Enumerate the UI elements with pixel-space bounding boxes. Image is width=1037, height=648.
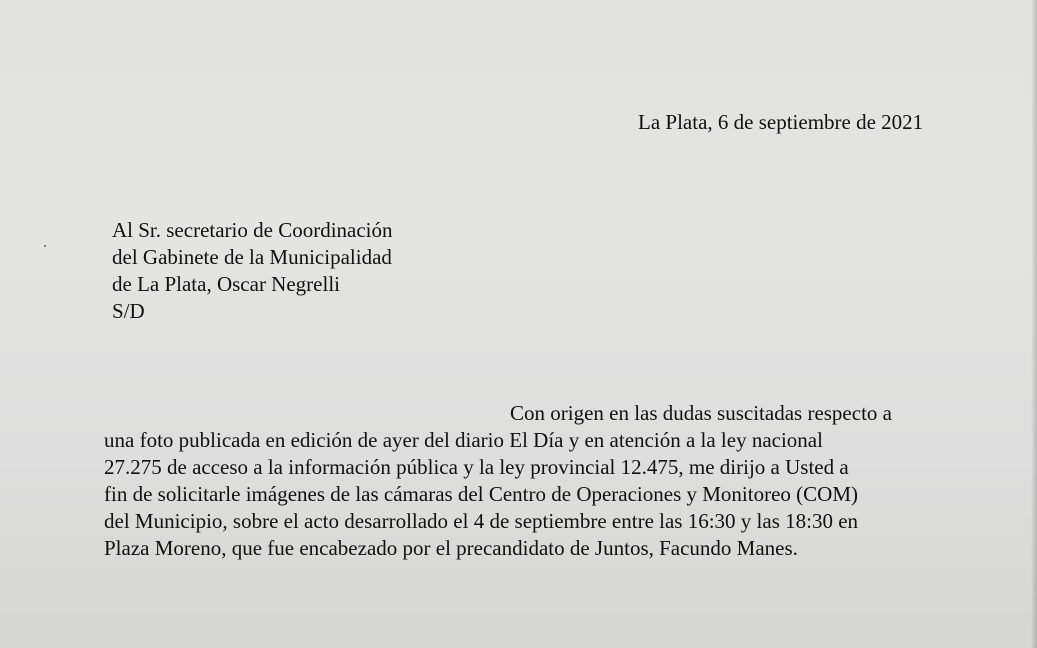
recipient-line: del Gabinete de la Municipalidad xyxy=(112,245,392,269)
recipient-line: S/D xyxy=(112,299,145,323)
body-line: Con origen en las dudas suscitadas respecto a xyxy=(510,401,892,425)
recipient-line: de La Plata, Oscar Negrelli xyxy=(112,272,340,296)
recipient-line: Al Sr. secretario de Coordinación xyxy=(112,218,393,242)
paper-speck xyxy=(44,245,46,247)
body-line: Plaza Moreno, que fue encabezado por el precandidato de Juntos, Facundo Manes. xyxy=(104,536,798,560)
body-line: del Municipio, sobre el acto desarrollado el 4 de septiembre entre las 16:30 y las 18:30 en xyxy=(104,509,859,533)
date-line: La Plata, 6 de septiembre de 2021 xyxy=(638,110,924,134)
body-line: fin de solicitarle imágenes de las cámaras del Centro de Operaciones y Monitoreo (COM) xyxy=(104,482,859,506)
body-line: 27.275 de acceso a la información pública y la ley provincial 12.475, me dirijo a Usted a xyxy=(104,455,849,479)
body-line: una foto publicada en edición de ayer del diario El Día y en atención a la ley nacional xyxy=(104,428,823,452)
body-paragraph xyxy=(104,400,984,562)
page-edge-shadow xyxy=(1031,0,1037,648)
recipient-block xyxy=(112,217,393,325)
